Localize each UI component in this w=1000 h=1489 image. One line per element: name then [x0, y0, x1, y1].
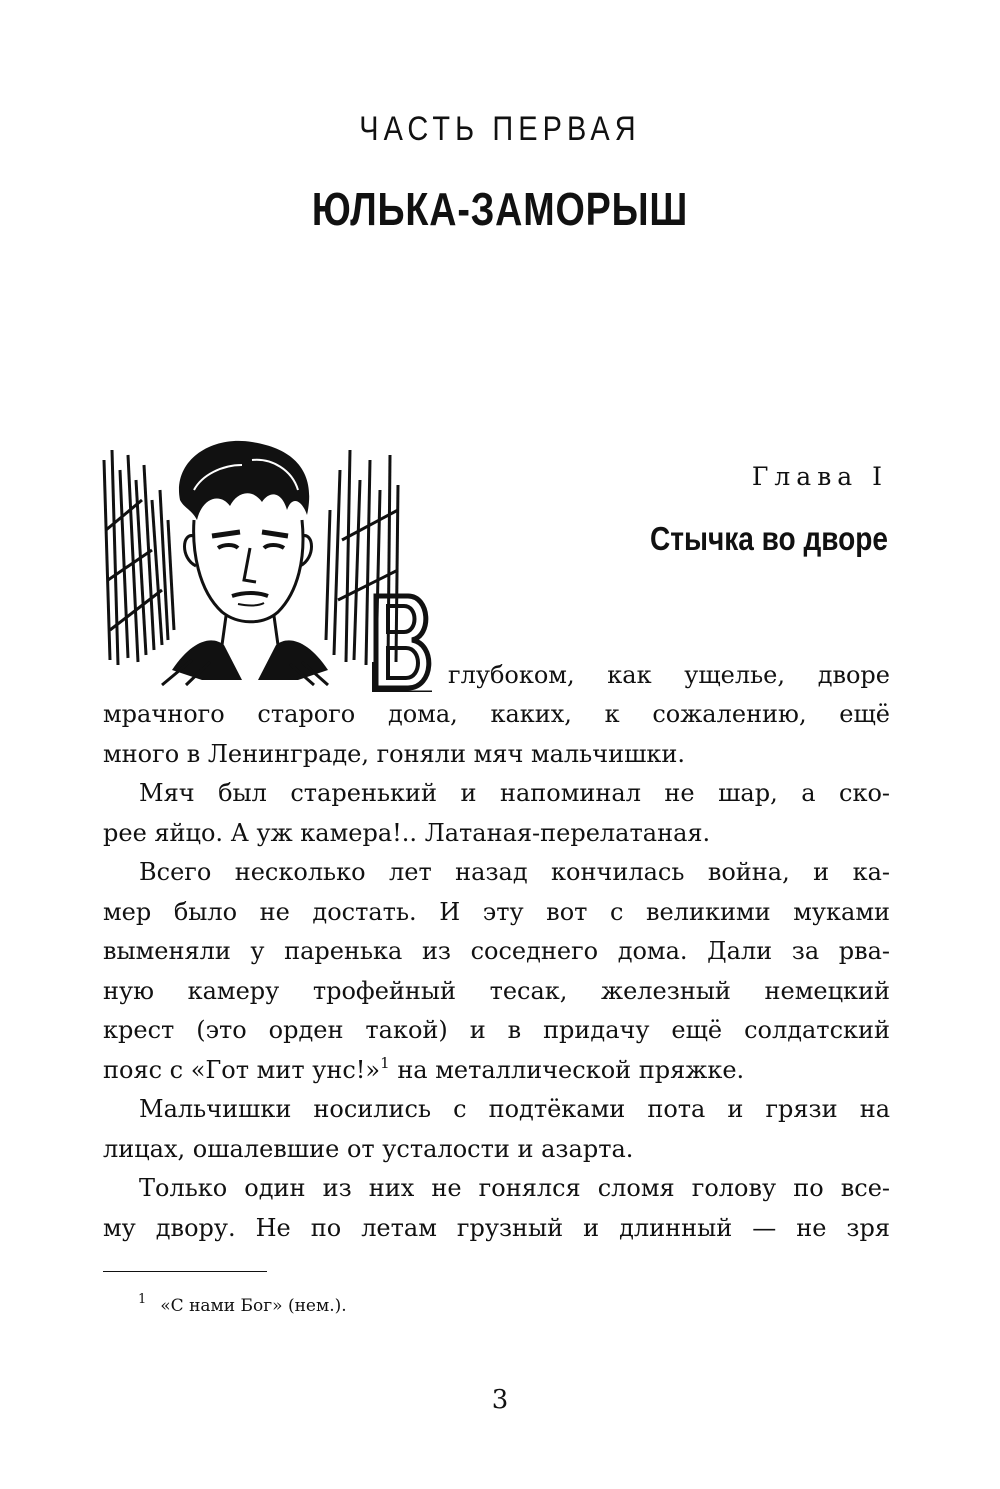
body-line: мер было не достать. И эту вот с великими муками — [103, 897, 890, 926]
body-line: лицах, ошалевшие от усталости и азарта. — [103, 1134, 634, 1163]
body-line: Мяч был старенький и напоминал не шар, а ско- — [139, 779, 890, 807]
footnote-text: «С нами Бог» (нем.). — [160, 1296, 347, 1316]
chapter-label: Глава I — [751, 462, 888, 491]
body-line-footnoted — [103, 1051, 890, 1091]
body-text — [103, 695, 890, 1248]
body-line: ную камеру трофейный тесак, железный немецкий — [103, 976, 890, 1005]
body-line: выменяли у паренька из соседнего дома. Дали за рва- — [103, 937, 890, 965]
part-title: ЮЛЬКА-ЗАМОРЫШ — [311, 183, 689, 235]
page-number: 3 — [491, 1385, 509, 1415]
body-line: рее яйцо. А уж камера!.. Латаная-перелатаная. — [103, 818, 711, 847]
body-line: Мальчишки носились с подтёками пота и грязи на — [139, 1095, 890, 1123]
body-line: мрачного старого дома, каких, к сожалению, ещё — [103, 700, 890, 728]
body-line-tail: на металлической пряжке. — [397, 1055, 745, 1084]
drop-cap-letter — [372, 592, 438, 692]
footnote-divider — [103, 1271, 267, 1272]
body-line: Только один из них не гонялся сломя голову по все- — [139, 1174, 890, 1202]
first-line: глубоком, как ущелье, дворе — [448, 661, 890, 689]
body-line: крест (это орден такой) и в придачу ещё солдатский — [103, 1016, 890, 1044]
part-label: ЧАСТЬ ПЕРВАЯ — [359, 110, 641, 148]
chapter-title: Стычка во дворе — [649, 520, 888, 557]
body-line: много в Ленинграде, гоняли мяч мальчишки. — [103, 739, 686, 768]
boy-portrait-illustration — [102, 440, 402, 690]
body-line: Всего несколько лет назад кончилась война, и ка- — [139, 858, 890, 886]
body-line: му двору. Не по летам грузный и длинный — не зря — [103, 1213, 890, 1242]
body-line-text: пояс с «Гот мит унс!» — [103, 1055, 381, 1084]
footnote — [138, 1292, 347, 1316]
footnote-ref: 1 — [380, 1053, 390, 1072]
footnote-number: 1 — [138, 1292, 147, 1307]
